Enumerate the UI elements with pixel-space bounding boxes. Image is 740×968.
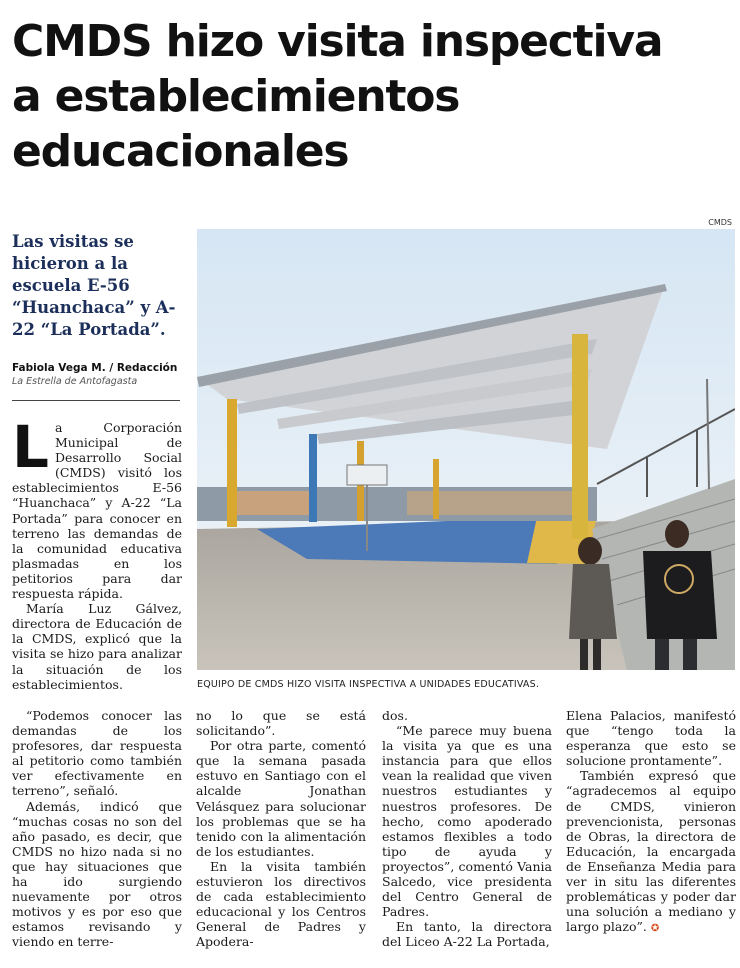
paragraph-12-text: También expresó que “agradecemos al equipo de CMDS, vinieron prevencionista, personas de Obras, la directora de Educación, la encargada de Enseñanza Media para ver in situ las diferentes problemáticas y poder dar una solución a mediano y largo plazo”. xyxy=(566,768,736,935)
lead-summary: Las visitas se hicieron a la escuela E-56 “Huanchaca” y A-22 “La Portada”. xyxy=(12,232,176,339)
photo-caption: EQUIPO DE CMDS HIZO VISITA INSPECTIVA A UNIDADES EDUCATIVAS. xyxy=(197,679,540,690)
paragraph-11: Elena Palacios, manifestó que “tengo toda la esperanza que esto se solucione prontamente”. xyxy=(566,708,736,769)
byline xyxy=(12,362,184,387)
headline-line-2: a establecimientos xyxy=(12,71,460,122)
paragraph-8: dos. xyxy=(382,708,408,723)
headline xyxy=(12,14,732,179)
byline-divider xyxy=(12,400,180,401)
paragraph-6: Por otra parte, comentó que la semana pasada estuvo en Santiago con el alcalde Jonathan Velásquez para solucionar los problemas que se ha tenido con la alimentación de los estudiantes. xyxy=(196,738,366,859)
article-column-2 xyxy=(196,708,366,950)
photo-credit: CMDS xyxy=(708,218,732,227)
article-column-1 xyxy=(12,708,182,950)
drop-cap: L xyxy=(12,413,49,481)
article-photo xyxy=(197,229,735,670)
paragraph-3: “Podemos conocer las demandas de los profesores, dar respuesta al petitorio como también ver efectivamente en terreno”, señaló. xyxy=(12,708,182,799)
paragraph-1-text: a Corporación Municipal de Desarrollo Social (CMDS) visitó los establecimientos E-56 “Huanchaca” y A-22 “La Portada” para conocer en terreno las demandas de la comunidad educativa plasmadas en los petitorios para dar respuesta rápida. xyxy=(12,420,182,602)
article-column-3 xyxy=(382,708,552,950)
paragraph-12 xyxy=(566,768,736,936)
end-mark-icon: ✪ xyxy=(650,923,660,935)
headline-line-3: educacionales xyxy=(12,126,349,177)
byline-outlet: La Estrella de Antofagasta xyxy=(12,376,138,387)
paragraph-9: “Me parece muy buena la visita ya que es una instancia para que ellos vean la realidad que viven nuestros estudiantes y nuestros profesores. De hecho, como apoderado estamos flexibles a todo tipo de ayuda y proyectos”, comentó Vania Salcedo, vice presidenta del Centro General de Padres. xyxy=(382,723,552,920)
article-column-4 xyxy=(566,708,736,936)
paragraph-2: María Luz Gálvez, directora de Educación de la CMDS, explicó que la visita se hizo para analizar la situación de los establecimientos. xyxy=(12,601,182,692)
paragraph-5: no lo que se está solicitando”. xyxy=(196,708,366,739)
paragraph-10: En tanto, la directora del Liceo A-22 La Portada, xyxy=(382,919,552,950)
byline-author: Fabiola Vega M. / Redacción xyxy=(12,362,178,374)
paragraph-1 xyxy=(12,413,182,602)
paragraph-4: Además, indicó que “muchas cosas no son del año pasado, es decir, que CMDS no hizo nada si no que hay situaciones que ha ido surgiendo nuevamente por otros motivos y es por eso que estamos revisando y viendo en terre- xyxy=(12,798,182,950)
paragraph-7: En la visita también estuvieron los directivos de cada establecimiento educacional y los Centros General de Padres y Apodera- xyxy=(196,858,366,950)
article-column-1-top xyxy=(12,413,182,692)
headline-line-1: CMDS hizo visita inspectiva xyxy=(12,16,663,67)
